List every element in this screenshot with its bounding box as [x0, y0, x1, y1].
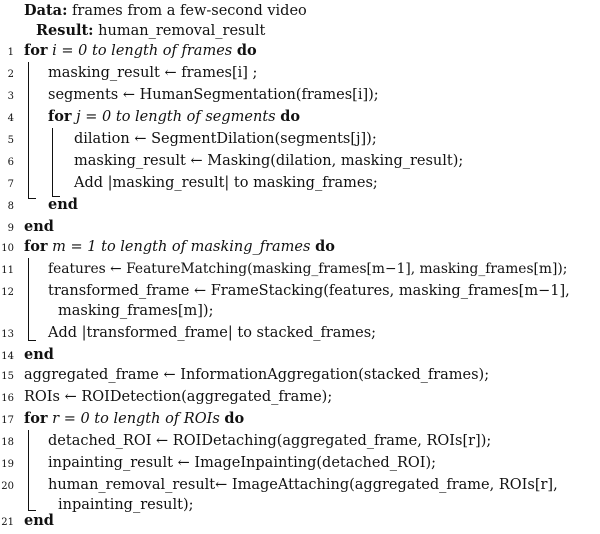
statement: Add |masking_result| to masking_frames;	[74, 175, 378, 191]
code-line-3	[0, 84, 600, 106]
code-line-6	[0, 150, 600, 172]
statement: ROIs ← ROIDetection(aggregated_frame);	[24, 389, 333, 405]
line-number: 21	[1, 517, 14, 528]
line-number: 10	[1, 243, 14, 254]
keyword-do: do	[315, 238, 335, 255]
statement: detached_ROI ← ROIDetaching(aggregated_frame, ROIs[r]);	[48, 433, 492, 449]
result-text: human_removal_result	[98, 23, 266, 39]
statement: human_removal_result← ImageAttaching(aggregated_frame, ROIs[r],	[48, 477, 558, 493]
loop-condition: r = 0 to length of ROIs	[52, 411, 220, 427]
statement: masking_result ← frames[i] ;	[48, 65, 258, 81]
statement: transformed_frame ← FrameStacking(features, masking_frames[m−1],	[48, 283, 570, 299]
line-number: 1	[7, 47, 14, 58]
code-line-15	[0, 364, 600, 386]
line-number: 16	[1, 393, 14, 404]
code-line-12-continuation	[0, 300, 600, 322]
code-line-19	[0, 452, 600, 474]
line-number: 12	[1, 287, 14, 298]
statement: masking_result ← Masking(dilation, masking_result);	[74, 153, 464, 169]
result-line	[0, 20, 600, 42]
statement: inpainting_result ← ImageInpainting(detached_ROI);	[48, 455, 437, 471]
line-number: 13	[1, 329, 14, 340]
keyword-do: do	[236, 42, 257, 59]
code-line-10	[0, 236, 600, 258]
code-line-14	[0, 344, 600, 366]
loop-condition: j = 0 to length of segments	[76, 109, 276, 125]
code-line-8	[0, 194, 600, 216]
code-line-4	[0, 106, 600, 128]
statement: segments ← HumanSegmentation(frames[i]);	[48, 87, 379, 103]
code-line-21	[0, 510, 600, 529]
keyword-do: do	[280, 108, 301, 125]
code-line-16	[0, 386, 600, 408]
code-line-2	[0, 62, 600, 84]
line-number: 5	[7, 135, 14, 146]
code-line-13	[0, 322, 600, 344]
keyword-for: for	[48, 108, 72, 125]
line-number: 4	[7, 113, 14, 124]
code-line-17	[0, 408, 600, 430]
keyword-end: end	[24, 346, 54, 363]
keyword-do: do	[224, 410, 245, 427]
statement: Add |transformed_frame| to stacked_frames;	[48, 325, 377, 341]
statement: aggregated_frame ← InformationAggregation(stacked_frames);	[24, 367, 490, 383]
line-number: 11	[1, 265, 14, 276]
keyword-end: end	[48, 196, 78, 213]
code-line-1	[0, 40, 600, 62]
line-number: 19	[1, 459, 14, 470]
loop-condition: m = 1 to length of masking_frames	[52, 239, 311, 255]
line-number: 15	[1, 371, 14, 382]
statement-continuation: masking_frames[m]);	[58, 303, 214, 319]
keyword-for: for	[24, 238, 48, 255]
line-number: 18	[1, 437, 14, 448]
data-line	[0, 0, 600, 22]
line-number: 9	[7, 223, 14, 234]
line-number: 8	[7, 201, 14, 212]
data-text: frames from a few-second video	[72, 3, 307, 19]
code-line-12	[0, 280, 600, 302]
keyword-end: end	[24, 512, 54, 529]
code-line-7	[0, 172, 600, 194]
keyword-for: for	[24, 410, 48, 427]
code-line-20	[0, 474, 600, 496]
line-number: 6	[7, 157, 14, 168]
line-number: 7	[7, 179, 14, 190]
code-line-11	[0, 258, 600, 280]
line-number: 14	[1, 351, 14, 362]
line-number: 20	[1, 481, 14, 492]
statement-continuation: inpainting_result);	[58, 497, 194, 513]
keyword-for: for	[24, 42, 48, 59]
code-line-5	[0, 128, 600, 150]
statement: dilation ← SegmentDilation(segments[j]);	[74, 131, 377, 147]
line-number: 17	[1, 415, 14, 426]
code-line-9	[0, 216, 600, 238]
line-number: 2	[7, 69, 14, 80]
data-label: Data:	[24, 2, 68, 19]
line-number: 3	[7, 91, 14, 102]
statement: features ← FeatureMatching(masking_frames[m−1], masking_frames[m]);	[48, 261, 568, 277]
result-label: Result:	[36, 22, 94, 39]
loop-condition: i = 0 to length of frames	[52, 43, 233, 59]
keyword-end: end	[24, 218, 54, 235]
code-line-18	[0, 430, 600, 452]
